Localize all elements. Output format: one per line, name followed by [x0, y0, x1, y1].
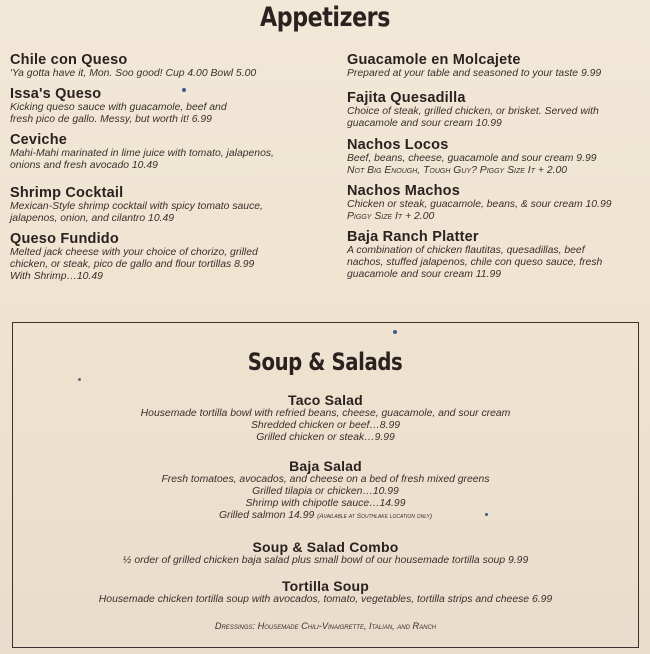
- item-desc: ½ order of grilled chicken baja salad plus small bowl of our housemade tortilla soup 9.99: [122, 555, 529, 566]
- item-desc: 'Ya gotta have it, Mon. Soo good! Cup 4.00 Bowl 5.00: [10, 68, 257, 79]
- soup-salads-heading: Soup & Salads: [247, 348, 403, 376]
- appetizers-right-column: [347, 52, 647, 281]
- item-name: Shrimp Cocktail: [10, 185, 124, 201]
- item-name: Issa's Queso: [10, 86, 102, 102]
- item-desc: onions and fresh avocado 10.49: [10, 160, 158, 171]
- menu-item-shrimp-cocktail: [10, 185, 330, 225]
- appetizers-heading: Appetizers: [260, 2, 390, 33]
- item-desc: Shredded chicken or beef…8.99: [250, 420, 401, 431]
- item-desc: fresh pico de gallo. Messy, but worth it! 6.99: [10, 114, 212, 125]
- item-desc: Housemade chicken tortilla soup with avocados, tomato, vegetables, tortilla strips and cheese 6.99: [98, 594, 553, 605]
- menu-item-baja-ranch-platter: [347, 229, 647, 281]
- item-desc: [12, 510, 639, 523]
- item-desc: Kicking queso sauce with guacamole, beef and: [10, 102, 227, 113]
- item-desc: jalapenos, onion, and cilantro 10.49: [10, 213, 175, 224]
- paper-speck: [182, 88, 186, 92]
- item-desc: Housemade tortilla bowl with refried beans, cheese, guacamole, and sour cream: [140, 408, 511, 419]
- item-desc: Piggy Size It + 2.00: [347, 211, 435, 222]
- salmon-price: Grilled salmon 14.99: [218, 510, 315, 521]
- menu-item-soup-salad-combo: [12, 539, 639, 567]
- item-name: Chile con Queso: [10, 52, 128, 68]
- item-name: Nachos Locos: [347, 137, 449, 153]
- menu-item-fajita-quesadilla: [347, 90, 647, 130]
- item-name: Ceviche: [10, 132, 68, 148]
- item-name: Fajita Quesadilla: [347, 90, 466, 106]
- item-desc: Grilled chicken or steak…9.99: [256, 432, 395, 443]
- dressings-note: Dressings: Housemade Chili-Vinaigrette, Italian, and Ranch: [214, 621, 437, 631]
- item-desc: chicken, or steak, pico de gallo and flour tortillas 8.99: [10, 259, 255, 270]
- item-desc: Shrimp with chipotle sauce…14.99: [245, 498, 406, 509]
- menu-item-issas-queso: [10, 86, 330, 126]
- item-desc: Fresh tomatoes, avocados, and cheese on a bed of fresh mixed greens: [161, 474, 490, 485]
- menu-item-nachos-locos: [347, 137, 647, 177]
- item-desc: guacamole and sour cream 11.99: [347, 269, 502, 280]
- item-desc: guacamole and sour cream 10.99: [347, 118, 502, 129]
- item-desc: Choice of steak, grilled chicken, or brisket. Served with: [347, 106, 599, 117]
- item-name: Guacamole en Molcajete: [347, 52, 521, 68]
- menu-item-taco-salad: [12, 392, 639, 444]
- item-name: Tortilla Soup: [281, 578, 370, 594]
- item-name: Queso Fundido: [10, 231, 119, 247]
- appetizers-left-column: [10, 52, 330, 283]
- paper-speck: [485, 513, 488, 516]
- item-desc: Grilled tilapia or chicken…10.99: [252, 486, 399, 497]
- item-desc: Melted jack cheese with your choice of chorizo, grilled: [10, 247, 258, 258]
- menu-item-baja-salad: [12, 458, 639, 523]
- menu-item-tortilla-soup: [12, 578, 639, 606]
- item-desc: A combination of chicken flautitas, quesadillas, beef: [347, 245, 585, 256]
- item-desc: Not Big Enough, Tough Guy? Piggy Size It + 2.00: [347, 165, 568, 176]
- item-desc: Beef, beans, cheese, guacamole and sour cream 9.99: [347, 153, 597, 164]
- menu-item-nachos-machos: [347, 183, 647, 223]
- item-name: Baja Ranch Platter: [347, 229, 479, 245]
- item-desc: Mahi-Mahi marinated in lime juice with tomato, jalapenos,: [10, 148, 274, 159]
- item-desc: Mexican-Style shrimp cocktail with spicy tomato sauce,: [10, 201, 263, 212]
- paper-speck: [78, 378, 81, 381]
- item-desc: Chicken or steak, guacamole, beans, & sour cream 10.99: [347, 199, 612, 210]
- item-desc: Prepared at your table and seasoned to your taste 9.99: [347, 68, 602, 79]
- menu-item-ceviche: [10, 132, 330, 172]
- item-name: Soup & Salad Combo: [252, 539, 399, 555]
- location-note: (Available at Southlake location only): [317, 513, 433, 520]
- item-name: Nachos Machos: [347, 183, 460, 199]
- item-name: Taco Salad: [288, 392, 363, 408]
- menu-item-chile-con-queso: [10, 52, 330, 80]
- item-name: Baja Salad: [289, 458, 362, 474]
- item-desc: With Shrimp…10.49: [10, 271, 103, 282]
- menu-item-guacamole: [347, 52, 647, 80]
- menu-item-queso-fundido: [10, 231, 330, 283]
- paper-speck: [393, 330, 397, 334]
- item-desc: nachos, stuffed jalapenos, chile con queso sauce, fresh: [347, 257, 603, 268]
